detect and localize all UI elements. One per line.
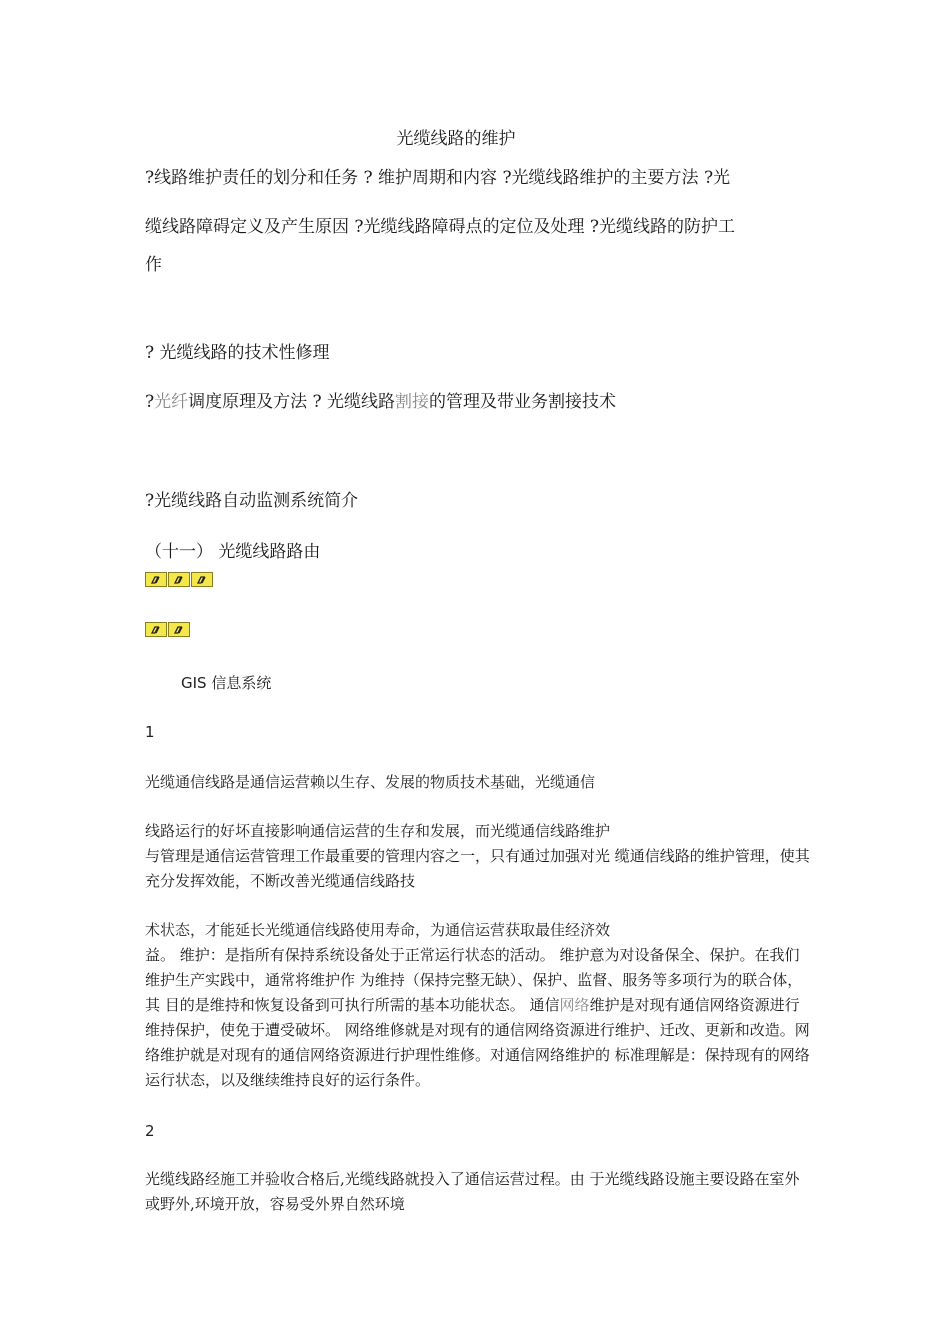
toc-line-3: 作	[145, 255, 162, 275]
paragraph-2-rest: 与管理是通信运营管理工作最重要的管理内容之一，只有通过加强对光 缆通信线路的维护管理，使其充分发挥效能，不断改善光缆通信线路技	[145, 847, 810, 890]
link-icon	[145, 572, 167, 587]
link-icon	[191, 572, 213, 587]
toc-line-6: ?光缆线路自动监测系统简介	[145, 491, 359, 511]
toc-line-2: 缆线路障碍定义及产生原因 ?光缆线路障碍点的定位及处理 ?光缆线路的防护工	[145, 217, 736, 237]
cutover-link-text: 割接	[395, 392, 430, 412]
toc-line-5-prefix: ?	[145, 392, 155, 412]
paragraph-2-line-1: 线路运行的好坏直接影响通信运营的生存和发展，而光缆通信线路维护	[145, 822, 611, 840]
toc-line-5-suffix: 的管理及带业务割接技术	[429, 392, 617, 412]
section-heading-11: （十一） 光缆线路路由	[145, 542, 321, 562]
toc-line-5	[145, 387, 616, 412]
section-number-1: 1	[145, 723, 155, 741]
toc-line-4: ? 光缆线路的技术性修理	[145, 343, 330, 363]
fiber-link-text: 光纤	[154, 392, 189, 412]
gis-label-text: 信息系统	[206, 674, 272, 692]
paragraph-3-part-c: 维护是对现有通信网络资源进行维持保护，使免于遭受破坏。 网络维修就是对现有的通信网络资源进行维护、迁改、更新和改造。网 络维护就是对现有的通信网络资源进行护理性维修。对通信网络维护的 标准理解是：保持现有的网络运行状态，以及继续维持良好的运行条件。	[145, 996, 810, 1089]
image-placeholder-row-2	[145, 622, 191, 637]
link-icon	[145, 622, 167, 637]
paragraph-3-line-1: 术状态，才能延长光缆通信线路使用寿命，为通信运营获取最佳经济效	[145, 921, 611, 939]
image-placeholder-row-1	[145, 572, 214, 587]
link-icon	[168, 572, 190, 587]
paragraph-1: 光缆通信线路是通信运营赖以生存、发展的物质技术基础，光缆通信	[145, 773, 596, 791]
paragraph-4: 光缆线路经施工并验收合格后,光缆线路就投入了通信运营过程。由 于光缆线路设施主要设路在室外或野外,环境开放，容易受外界自然环境	[145, 1170, 800, 1213]
gis-label-abbr: GIS	[181, 674, 207, 692]
toc-line-1: ?线路维护责任的划分和任务 ? 维护周期和内容 ?光缆线路维护的主要方法 ?光	[145, 168, 731, 188]
paragraph-3-rest	[145, 943, 810, 1093]
paragraph-3-part-a: 益。 维护：是指所有保持系统设备处于正常运行状态的活动。 维护意为对设备保全、保护。在我们维护生产实践中，通常将维护作 为维持（保持完整无缺）、保护、监督、服务等多项行为的联合体，其 目的是维持和恢复设备到可执行所需的基本功能状态。 通信	[145, 946, 803, 1014]
toc-line-5-mid: 调度原理及方法 ? 光缆线路	[188, 392, 396, 412]
document-title: 光缆线路的维护	[396, 129, 516, 149]
gis-label	[181, 671, 271, 696]
section-number-2: 2	[145, 1122, 155, 1140]
link-icon	[168, 622, 190, 637]
network-link-text: 网络	[559, 996, 590, 1014]
